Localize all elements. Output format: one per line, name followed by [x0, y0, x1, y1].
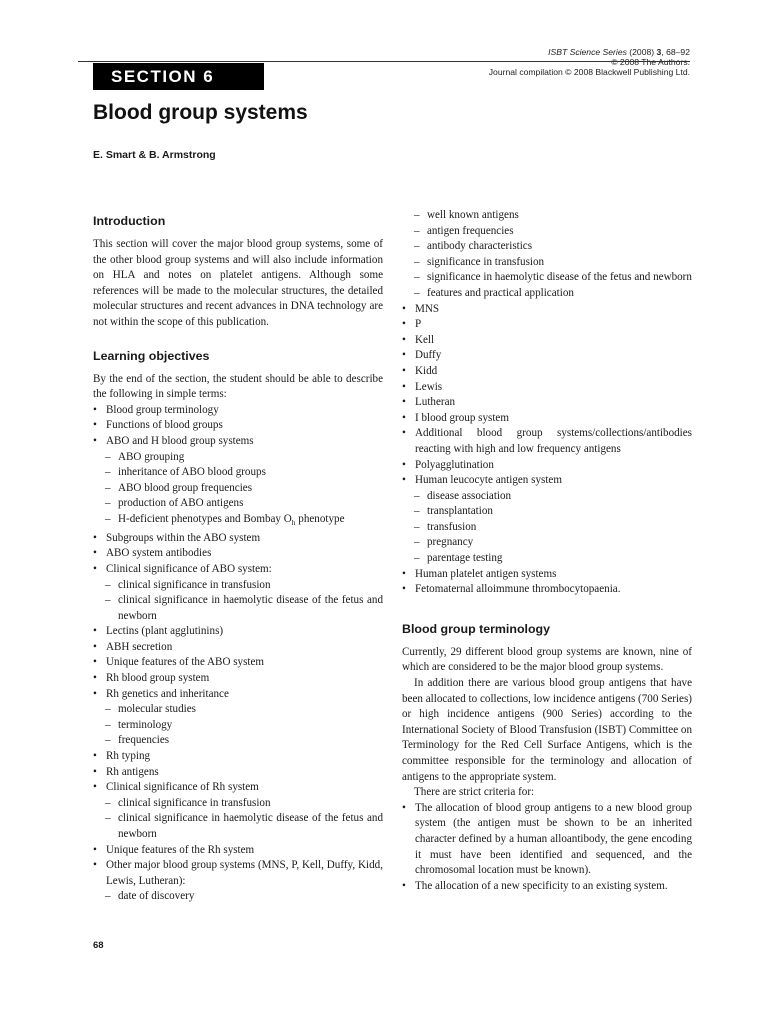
sub-list-item — [402, 224, 692, 240]
list-item-text: Rh typing — [106, 750, 151, 763]
article-title: Blood group systems — [93, 101, 308, 124]
sub-list-item — [402, 286, 692, 302]
list-item-text: Lectins (plant agglutinins) — [106, 625, 224, 638]
list-item — [93, 531, 383, 547]
list-item-text: frequencies — [118, 734, 170, 747]
list-item — [402, 473, 692, 489]
criteria-item: • The allocation of blood group antigens to a new blood group system (the antigen must be shown to be an inherited character defined by a human alloantibody, the gene encoding it must have been identified and sequenced, and the chromosomal location must be known). — [402, 801, 692, 879]
list-item — [402, 567, 692, 583]
subscript: h — [291, 518, 296, 528]
sub-list-item — [93, 496, 383, 512]
sub-list-item — [93, 593, 383, 624]
list-item-text-after: phenotype — [295, 512, 345, 525]
list-item — [93, 749, 383, 765]
list-item-text: Additional blood group systems/collections/antibodies reacting with high and low frequency antigens — [415, 427, 692, 455]
list-item — [402, 364, 692, 380]
list-item — [93, 562, 383, 578]
list-item — [93, 765, 383, 781]
list-item-text: significance in transfusion — [427, 255, 545, 268]
sub-list-item — [93, 450, 383, 466]
spacer — [93, 331, 383, 347]
list-item-text: Lutheran — [415, 396, 456, 409]
list-item — [93, 671, 383, 687]
list-item — [93, 434, 383, 450]
objectives-list-left — [93, 403, 383, 905]
list-item-text: antibody characteristics — [427, 240, 533, 253]
sub-list-item — [93, 481, 383, 497]
list-item — [93, 546, 383, 562]
list-item-text: Clinical significance of ABO system: — [106, 562, 272, 575]
criteria-item: • The allocation of a new specificity to an existing system. — [402, 879, 692, 895]
list-item-text: inheritance of ABO blood groups — [118, 466, 266, 479]
left-column — [93, 212, 383, 905]
citation-year: (2008) — [626, 47, 657, 57]
journal-citation — [489, 47, 690, 57]
list-item-text: Lewis — [415, 380, 443, 393]
list-item-text: pregnancy — [427, 536, 474, 549]
section-label: SECTION 6 — [93, 63, 264, 90]
intro-heading: Introduction — [93, 214, 166, 228]
copyright-line-1: © 2008 The Authors. — [611, 57, 690, 67]
list-item — [93, 655, 383, 671]
list-item-text: I blood group system — [415, 411, 509, 424]
list-item — [402, 317, 692, 333]
volume-number: 3 — [656, 47, 662, 57]
list-item — [402, 333, 692, 349]
sub-list-item — [402, 535, 692, 551]
list-item-text: Rh genetics and inheritance — [106, 687, 229, 700]
sub-list-item — [93, 512, 383, 531]
page-number: 68 — [93, 940, 104, 951]
sub-list-item — [93, 733, 383, 749]
sub-list-item — [93, 718, 383, 734]
list-item-text: ABO grouping — [118, 450, 185, 463]
list-item-text: Kell — [415, 333, 435, 346]
sub-list-item — [402, 551, 692, 567]
criteria-list — [402, 801, 692, 895]
list-item-text: terminology — [118, 718, 173, 731]
list-item — [93, 418, 383, 434]
list-item-text: Polyagglutination — [415, 458, 494, 471]
sub-list-item — [402, 239, 692, 255]
article-authors: E. Smart & B. Armstrong — [93, 149, 216, 161]
terminology-paragraph-1: Currently, 29 different blood group systems are known, nine of which are considered to be the major blood group systems. — [402, 645, 692, 674]
list-item — [93, 780, 383, 796]
list-item-text: ABO and H blood group systems — [106, 434, 254, 447]
list-item-text: clinical significance in transfusion — [118, 578, 271, 591]
list-item-text: MNS — [415, 302, 440, 315]
sub-list-item — [402, 208, 692, 224]
sub-list-item — [402, 270, 692, 286]
sub-list-item — [93, 702, 383, 718]
list-item-text: Unique features of the Rh system — [106, 843, 255, 856]
right-column — [402, 208, 692, 894]
objectives-lead: By the end of the section, the student should be able to describe the following in simple terms: — [93, 372, 383, 401]
list-item — [402, 348, 692, 364]
list-item-text: clinical significance in transfusion — [118, 796, 271, 809]
sub-list-item — [402, 489, 692, 505]
list-item-text: H-deficient phenotypes and Bombay O — [118, 512, 292, 525]
list-item-text: date of discovery — [118, 890, 195, 903]
sub-list-item — [93, 811, 383, 842]
list-item-text: parentage testing — [427, 552, 503, 565]
journal-header — [489, 47, 690, 77]
list-item — [93, 403, 383, 419]
terminology-paragraph-2: In addition there are various blood group antigens that have been allocated to collections, low incidence antigens (700 Series) or high incidence antigens (900 Series) according to the International Society of Blood Transfusion (ISBT) Committee on Terminology for the Red Cell Surface Antigens, which is the committee responsible for the terminology and allocation of antigens to the appropriate system. — [402, 677, 692, 783]
list-item — [93, 843, 383, 859]
list-item — [93, 624, 383, 640]
list-item — [93, 640, 383, 656]
list-item-text: Blood group terminology — [106, 403, 219, 416]
list-item-text: clinical significance in haemolytic disease of the fetus and newborn — [118, 812, 383, 840]
objectives-heading: Learning objectives — [93, 348, 210, 363]
list-item — [402, 395, 692, 411]
sub-list-item — [402, 255, 692, 271]
list-item-text: features and practical application — [427, 286, 574, 299]
header-rule — [78, 61, 690, 62]
list-item-text: P — [415, 318, 422, 331]
list-item-text: transplantation — [427, 505, 493, 518]
sub-list-item — [93, 796, 383, 812]
list-item-text: well known antigens — [427, 209, 519, 221]
list-item-text: Other major blood group systems (MNS, P, Kell, Duffy, Kidd, Lewis, Lutheran): — [106, 859, 383, 887]
list-item-text: transfusion — [427, 520, 477, 533]
sub-list-item — [402, 504, 692, 520]
list-item — [402, 302, 692, 318]
list-item-text: Human leucocyte antigen system — [415, 474, 562, 487]
list-item-text: antigen frequencies — [427, 224, 514, 237]
list-item-text: Fetomaternal alloimmune thrombocytopaenia. — [415, 583, 621, 596]
copyright-line-2: Journal compilation © 2008 Blackwell Publishing Ltd. — [488, 67, 690, 77]
list-item-text: disease association — [427, 489, 512, 502]
objectives-list-right — [402, 208, 692, 598]
list-item-text: Human platelet antigen systems — [415, 567, 557, 580]
list-item — [93, 858, 383, 889]
list-item-text: production of ABO antigens — [118, 497, 244, 510]
list-item-text: significance in haemolytic disease of the fetus and newborn — [427, 271, 692, 284]
list-item-text: ABH secretion — [106, 640, 173, 653]
terminology-heading: Blood group terminology — [402, 621, 550, 636]
list-item-text: Duffy — [415, 349, 442, 362]
list-item-text: Rh antigens — [106, 765, 159, 778]
list-item-text: Unique features of the ABO system — [106, 656, 265, 669]
page-range: , 68–92 — [661, 47, 690, 57]
intro-text: This section will cover the major blood group systems, some of the other blood group systems and will also include information on HLA and notes on platelet antigens. Although some references will be made to the molecular structures, the detailed molecular structures and recent advances in DNA technology are not within the scope of this publication. — [93, 238, 383, 328]
spacer — [402, 598, 692, 620]
series-name: ISBT Science Series — [548, 47, 627, 57]
sub-list-item — [93, 889, 383, 905]
list-item — [402, 426, 692, 457]
list-item-text: Rh blood group system — [106, 672, 210, 685]
sub-list-item — [93, 578, 383, 594]
list-item-text: Kidd — [415, 364, 438, 377]
list-item — [402, 582, 692, 598]
list-item-text: clinical significance in haemolytic disease of the fetus and newborn — [118, 594, 383, 622]
list-item-text: Functions of blood groups — [106, 419, 223, 432]
list-item-text: molecular studies — [118, 703, 196, 716]
list-item — [402, 458, 692, 474]
list-item-text: Clinical significance of Rh system — [106, 781, 259, 794]
list-item — [402, 380, 692, 396]
list-item-text: ABO system antibodies — [106, 547, 212, 560]
sub-list-item — [93, 465, 383, 481]
list-item-text: ABO blood group frequencies — [118, 481, 253, 494]
sub-list-item — [402, 520, 692, 536]
list-item — [402, 411, 692, 427]
list-item — [93, 687, 383, 703]
list-item-text: Subgroups within the ABO system — [106, 531, 261, 544]
terminology-paragraph-3: There are strict criteria for: — [414, 786, 535, 799]
